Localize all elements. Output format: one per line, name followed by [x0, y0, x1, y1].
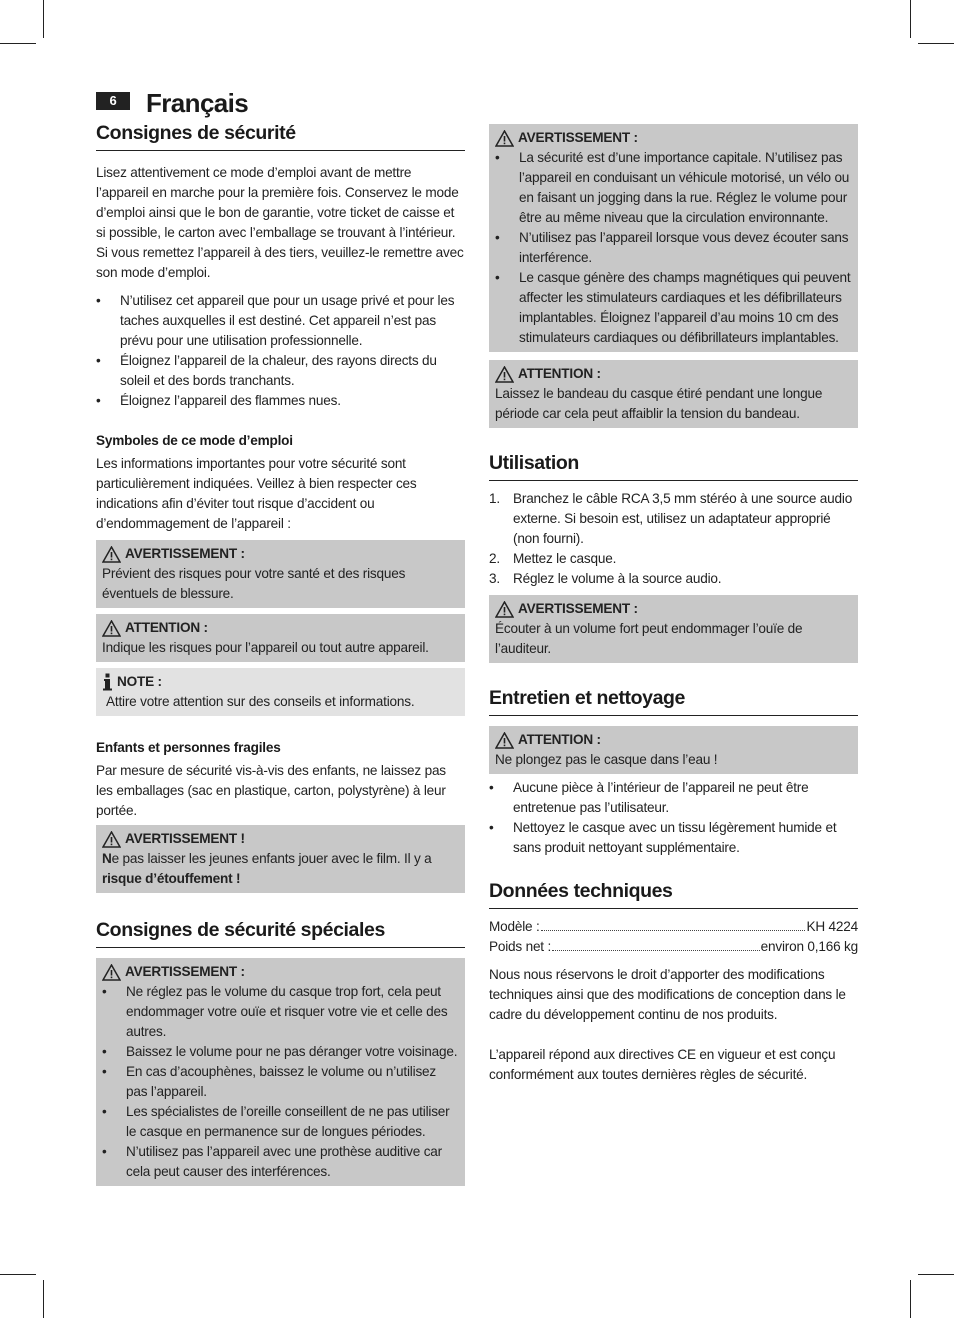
attention-box: [489, 360, 858, 428]
page-header: [96, 86, 496, 120]
page-title: Français: [146, 88, 249, 118]
warning-text: Prévient des risques pour votre santé et des risques éventuels de blessure.: [102, 566, 406, 601]
attention-label: ATTENTION :: [518, 732, 601, 747]
note-text: Attire votre attention sur des conseils et informations.: [106, 694, 415, 709]
warning-box: [489, 124, 858, 352]
spec-label: Modèle :: [489, 919, 540, 934]
safety-heading: Consignes de sécurité: [96, 120, 465, 151]
safety-list: [96, 291, 465, 411]
safety-intro: Lisez attentivement ce mode d’emploi avant de mettre l’appareil en marche pour la première fois. Conservez le mode d’emploi ainsi que le bon de garantie, votre ticket de caisse et si possible, le carton avec l’emballage se trouvant à l’intérieur. Si vous remettez l’appareil à des tiers, veuillez-le remettre avec son mode d’emploi.: [96, 165, 464, 280]
crop-mark: [43, 1280, 44, 1318]
warning-triangle-icon: [102, 620, 121, 637]
spec-label: Poids net :: [489, 939, 552, 954]
right-column: [489, 124, 858, 1085]
specs-paragraph: L’appareil répond aux directives CE en vigueur et est conçu conformément aux toutes dernières règles de sécurité.: [489, 1047, 836, 1082]
maintenance-list: [489, 778, 858, 858]
attention-box: [96, 614, 465, 662]
warning-triangle-icon: [495, 366, 514, 383]
children-heading: Enfants et personnes fragiles: [96, 740, 281, 755]
warning-label: AVERTISSEMENT :: [518, 130, 638, 145]
list-item: • En cas d’acouphènes, baissez le volume ou n’utilisez pas l’appareil.: [102, 1062, 459, 1102]
children-warning-box: [96, 825, 465, 893]
usage-steps: [489, 489, 858, 589]
specs-heading: Données techniques: [489, 878, 858, 909]
specs-paragraph: Nous nous réservons le droit d’apporter des modifications techniques ainsi que des modifications de conception dans le cadre du développement continu de nos produits.: [489, 967, 846, 1022]
crop-mark: [0, 1274, 36, 1275]
warning-label: AVERTISSEMENT :: [125, 964, 245, 979]
list-item: 3. Réglez le volume à la source audio.: [489, 571, 722, 586]
symbols-text: Les informations importantes pour votre sécurité sont particulièrement indiquées. Veillez à bien respecter ces indications afin d’éviter tout risque d’accident ou d’endommagement de l’appareil :: [96, 456, 417, 531]
list-item: • Le casque génère des champs magnétiques qui peuvent affecter les stimulateurs cardiaques et les défibrillateurs implantables. Éloignez l’appareil d’au moins 10 cm des stimulateurs cardiaques ou défibrillateurs implantables.: [495, 268, 852, 348]
maintenance-heading: Entretien et nettoyage: [489, 685, 858, 716]
list-item: • Éloignez l’appareil des flammes nues.: [96, 391, 465, 411]
specs-table: [489, 917, 858, 957]
warning-triangle-icon: [102, 831, 121, 848]
maintenance-attention-box: [489, 726, 858, 774]
info-icon: [102, 673, 113, 691]
children-text: Par mesure de sécurité vis-à-vis des enfants, ne laissez pas les emballages (sac en plastique, carton, polystyrène) à leur portée.: [96, 763, 446, 818]
warning-triangle-icon: [495, 601, 514, 618]
warning-triangle-icon: [495, 732, 514, 749]
attention-text: Laissez le bandeau du casque étiré pendant une longue période car cela peut affaiblir la tension du bandeau.: [495, 386, 823, 421]
attention-label: ATTENTION :: [125, 620, 208, 635]
crop-mark: [43, 0, 44, 38]
list-item: • N’utilisez pas l’appareil avec une prothèse auditive car cela peut causer des interférences.: [102, 1142, 459, 1182]
warning-triangle-icon: [495, 130, 514, 147]
attention-text: Indique les risques pour l’appareil ou tout autre appareil.: [102, 640, 429, 655]
list-item: • Les spécialistes de l’oreille conseillent de ne pas utiliser le casque en permanence sur de longues périodes.: [102, 1102, 459, 1142]
usage-warning-box: [489, 595, 858, 663]
list-item: • Nettoyez le casque avec un tissu légèrement humide et sans produit nettoyant supplémentaire.: [489, 818, 858, 858]
children-warning-text: Ne pas laisser les jeunes enfants jouer avec le film. Il y a risque d’étouffement !: [102, 851, 432, 886]
attention-text: Ne plongez pas le casque dans l’eau !: [495, 752, 718, 767]
special-safety-heading: Consignes de sécurité spéciales: [96, 917, 465, 948]
crop-mark: [0, 43, 36, 44]
list-item: 1. Branchez le câble RCA 3,5 mm stéréo à une source audio externe. Si besoin est, utilisez un adaptateur approprié (non fourni).: [489, 491, 853, 546]
warning-label: AVERTISSEMENT :: [125, 546, 245, 561]
usage-heading: Utilisation: [489, 450, 858, 481]
list-item: • N’utilisez pas l’appareil lorsque vous devez écouter sans interférence.: [495, 228, 852, 268]
special-warning-list: [102, 982, 459, 1182]
spec-value: environ 0,166 kg: [760, 939, 858, 954]
list-item: • Aucune pièce à l’intérieur de l’appareil ne peut être entretenue pas l’utilisateur.: [489, 778, 858, 818]
list-item: 2. Mettez le casque.: [489, 551, 617, 566]
note-box: [96, 668, 465, 716]
warning-label: AVERTISSEMENT !: [125, 831, 245, 846]
list-item: • N’utilisez cet appareil que pour un usage privé et pour les taches auxquelles il est destiné. Cet appareil n’est pas prévu pour une utilisation professionnelle.: [96, 291, 465, 351]
warning-triangle-icon: [102, 964, 121, 981]
special-warning-box: [96, 958, 465, 1186]
warning-label: AVERTISSEMENT :: [518, 601, 638, 616]
crop-mark: [910, 1280, 911, 1318]
list-item: • Baissez le volume pour ne pas déranger votre voisinage.: [102, 1042, 459, 1062]
spec-row: [489, 937, 858, 957]
spec-value: KH 4224: [806, 919, 858, 934]
page-number: 6: [96, 92, 130, 110]
warning-triangle-icon: [102, 546, 121, 563]
crop-mark: [918, 43, 954, 44]
list-item: • Éloignez l’appareil de la chaleur, des rayons directs du soleil et des bords tranchants.: [96, 351, 465, 391]
note-label: NOTE :: [117, 674, 162, 689]
symbols-heading: Symboles de ce mode d’emploi: [96, 433, 293, 448]
warning-box: [96, 540, 465, 608]
crop-mark: [918, 1274, 954, 1275]
list-item: • Ne réglez pas le volume du casque trop fort, cela peut endommager votre ouïe et risquer votre vie et celle des autres.: [102, 982, 459, 1042]
left-column: [96, 120, 465, 1186]
attention-label: ATTENTION :: [518, 366, 601, 381]
crop-mark: [910, 0, 911, 38]
spec-row: [489, 917, 858, 937]
list-item: • La sécurité est d’une importance capitale. N’utilisez pas l’appareil en conduisant un véhicule motorisé, un vélo ou en faisant un jogging dans la rue. Réglez le volume pour être au même niveau que la circulation environnante.: [495, 148, 852, 228]
warning-list: [495, 148, 852, 348]
warning-text: Écouter à un volume fort peut endommager l’ouïe de l’auditeur.: [495, 621, 803, 656]
